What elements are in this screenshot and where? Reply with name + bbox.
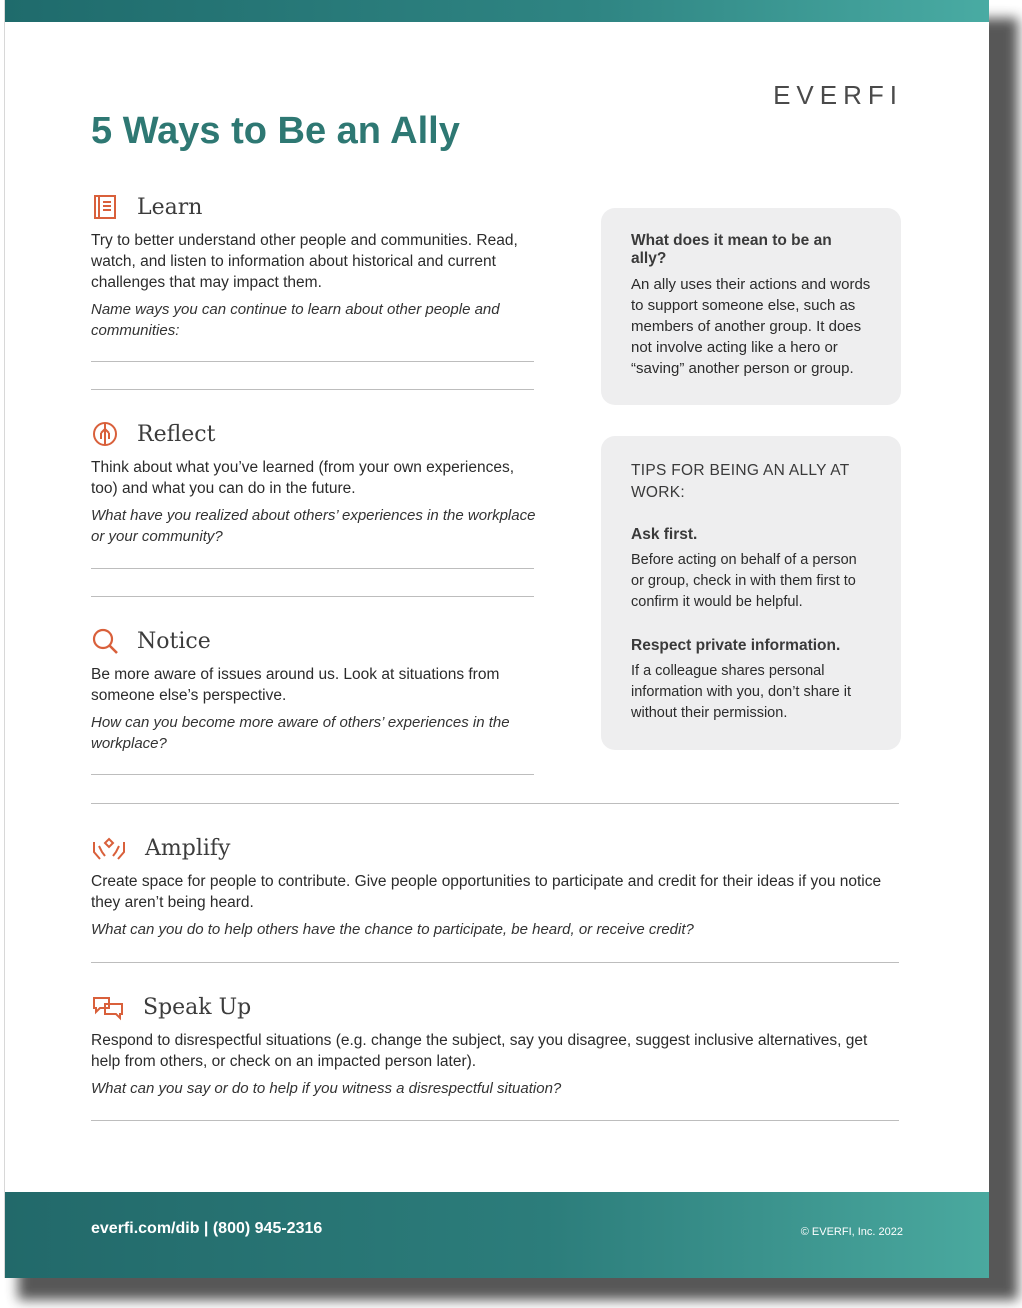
section-body: Be more aware of issues around us. Look at situations from someone else’s perspective. <box>91 666 500 704</box>
answer-line[interactable] <box>91 1120 899 1121</box>
ally-definition-card <box>601 208 901 405</box>
tips-heading: TIPS FOR BEING AN ALLY AT WORK: <box>631 462 850 501</box>
tip-text: If a colleague shares personal information with you, don’t share it without their permission. <box>631 663 852 721</box>
section-title: Notice <box>137 628 211 654</box>
section-amplify <box>91 831 891 940</box>
section-reflect <box>91 417 536 547</box>
answer-line[interactable] <box>91 962 899 963</box>
answer-line[interactable] <box>91 774 534 775</box>
tip-title: Ask first. <box>631 526 698 543</box>
section-title: Reflect <box>137 421 216 447</box>
section-title: Amplify <box>145 835 231 861</box>
tips-card <box>601 436 901 750</box>
section-notice <box>91 624 536 754</box>
tip-text: Before acting on behalf of a person or group, check in with them first to confirm it would be helpful. <box>631 552 857 610</box>
everfi-logo: EVERFI <box>773 80 903 110</box>
section-body: Try to better understand other people and communities. Read, watch, and listen to information about historical and current challenges that may impact them. <box>91 232 518 291</box>
section-body: Create space for people to contribute. Give people opportunities to participate and credit for their ideas if you notice they aren’t being heard. <box>91 873 882 911</box>
section-title: Learn <box>137 194 203 220</box>
card-question: What does it mean to be an ally? <box>631 232 832 267</box>
document-page <box>4 0 989 1278</box>
section-prompt: What can you say or do to help if you witness a disrespectful situation? <box>91 1080 562 1097</box>
section-speak-up <box>91 990 891 1099</box>
top-accent-bar <box>5 0 989 22</box>
answer-line[interactable] <box>91 389 534 390</box>
magnifier-icon <box>91 627 119 655</box>
card-text: An ally uses their actions and words to support someone else, such as members of another group. It does not involve acting like a hero or “saving” another person or group. <box>631 276 871 377</box>
section-prompt: Name ways you can continue to learn about other people and communities: <box>91 301 500 339</box>
answer-line[interactable] <box>91 361 534 362</box>
section-prompt: What can you do to help others have the chance to participate, be heard, or receive credit? <box>91 921 694 938</box>
tip-title: Respect private information. <box>631 637 841 654</box>
section-body: Think about what you’ve learned (from your own experiences, too) and what you can do in the future. <box>91 459 515 497</box>
hands-icon <box>91 834 127 862</box>
section-prompt: How can you become more aware of others’ experiences in the workplace? <box>91 714 510 752</box>
answer-line[interactable] <box>91 568 534 569</box>
page-title: 5 Ways to Be an Ally <box>91 110 460 152</box>
book-icon <box>91 193 119 221</box>
answer-line[interactable] <box>91 596 534 597</box>
section-body: Respond to disrespectful situations (e.g. change the subject, say you disagree, suggest inclusive alternatives, get help from others, or check on an impacted person later). <box>91 1032 868 1070</box>
footer-copyright: © EVERFI, Inc. 2022 <box>800 1226 903 1238</box>
brain-icon <box>91 420 119 448</box>
section-learn <box>91 190 536 341</box>
answer-line[interactable] <box>91 803 899 804</box>
speech-bubbles-icon <box>91 993 125 1021</box>
footer-contact[interactable]: everfi.com/dib | (800) 945-2316 <box>91 1220 323 1237</box>
footer-bar <box>5 1192 989 1278</box>
section-title: Speak Up <box>143 994 252 1020</box>
section-prompt: What have you realized about others’ experiences in the workplace or your community? <box>91 507 536 545</box>
